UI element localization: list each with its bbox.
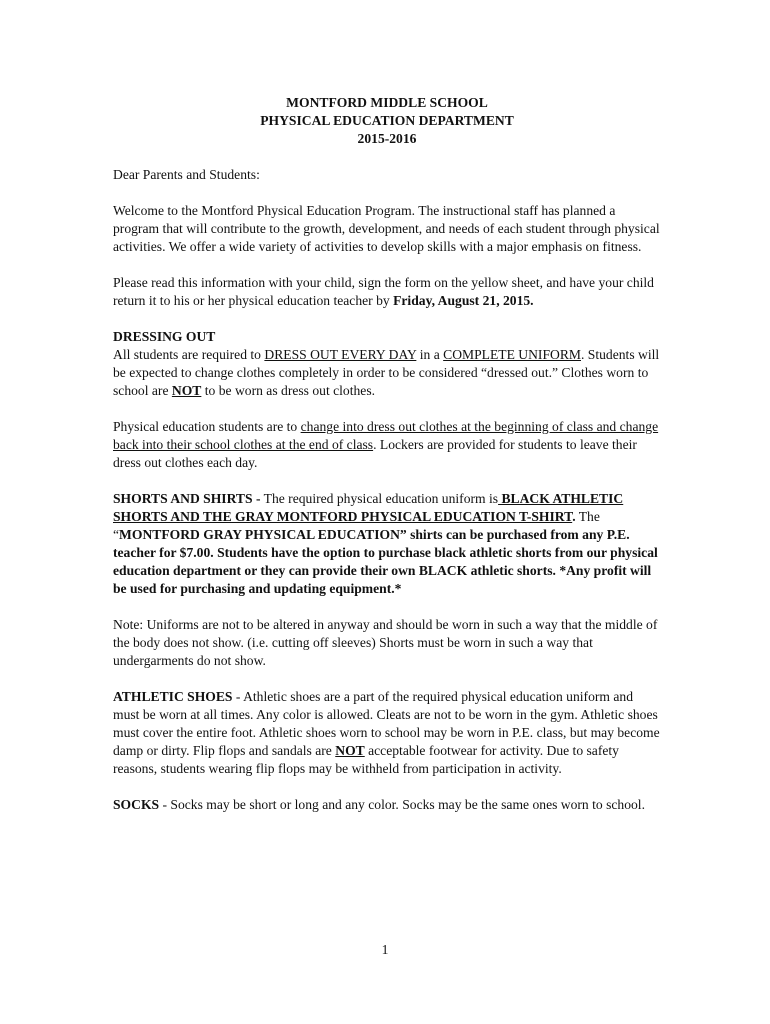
document-header (113, 94, 661, 148)
uniform-period: . (572, 509, 576, 524)
salutation: Dear Parents and Students: (113, 167, 260, 182)
change-clothes-underlined: change into dress out clothes at the beginning of class and change back into their school clothes at the end of class (113, 419, 659, 452)
page-number: 1 (381, 942, 389, 957)
dressing-out-text-b: in a (416, 347, 444, 362)
school-year: 2015-2016 (357, 131, 417, 146)
department-name: PHYSICAL EDUCATION DEPARTMENT (260, 113, 514, 128)
athletic-shoes-text-a: - Athletic shoes are a part of the required physical education uniform and must be worn at all times. Any color is allowed. Cleats are not to be worn in the gym. Athletic shoes must cover the entire foot. Athletic shoes worn to school may be worn in P.E. class, but may become damp or dirty. Flip flops and sandals are (113, 689, 660, 758)
shorts-shirts-text-b: The “ (113, 509, 600, 542)
uniform-note: Note: Uniforms are not to be altered in anyway and should be worn in such a way that the middle of the body does not show. (i.e. cutting off sleeves) Shorts must be worn in such a way that undergarments do not show. (113, 617, 658, 668)
not-emphasis: NOT (171, 383, 202, 398)
dressing-out-text-a: All students are required to (113, 347, 265, 362)
document-content (113, 94, 661, 814)
shorts-shirts-paragraph (113, 490, 661, 598)
socks-paragraph (113, 796, 661, 814)
read-info-text: Please read this information with your child, sign the form on the yellow sheet, and have your child return it to his or her physical education teacher by (113, 275, 654, 308)
athletic-shoes-heading: ATHLETIC SHOES (113, 689, 233, 704)
shorts-shirts-text-a: The required physical education uniform is (260, 491, 499, 506)
dressing-out-text-d: to be worn as dress out clothes. (201, 383, 376, 398)
dress-out-every-day: DRESS OUT EVERY DAY (264, 347, 417, 362)
uniform-description: BLACK ATHLETIC SHORTS AND THE GRAY MONTFORD PHYSICAL EDUCATION T-SHIRT (113, 491, 624, 524)
socks-heading: SOCKS (113, 797, 160, 812)
athletic-shoes-paragraph (113, 688, 661, 778)
change-clothes-text-a: Physical education students are to (113, 419, 301, 434)
dressing-out-paragraph (113, 328, 661, 400)
athletic-shoes-text-b: acceptable footwear for activity. Due to safety reasons, students wearing flip flops may be withheld from participation in activity. (113, 743, 619, 776)
read-info-paragraph (113, 274, 661, 310)
shirt-purchase-info: MONTFORD GRAY PHYSICAL EDUCATION” shirts can be purchased from any P.E. teacher for $7.00. Students have the option to purchase black athletic shorts from our physical education department or they can provide their own BLACK athletic shorts. *Any profit will be used for purchasing and updating equipment.* (113, 527, 658, 596)
change-clothes-paragraph (113, 418, 661, 472)
shorts-shirts-heading: SHORTS AND SHIRTS - (113, 491, 261, 506)
deadline-date: Friday, August 21, 2015. (393, 293, 534, 308)
dressing-out-text-c: . Students will be expected to change clothes completely in order to be considered “dressed out.” Clothes worn to school are (113, 347, 660, 398)
school-name: MONTFORD MIDDLE SCHOOL (286, 95, 488, 110)
shoes-not-emphasis: NOT (335, 743, 365, 758)
dressing-out-heading: DRESSING OUT (113, 329, 216, 344)
complete-uniform: COMPLETE UNIFORM (443, 347, 581, 362)
socks-text: - Socks may be short or long and any color. Socks may be the same ones worn to school. (159, 797, 645, 812)
change-clothes-text-b: . Lockers are provided for students to leave their dress out clothes each day. (113, 437, 637, 470)
welcome-paragraph: Welcome to the Montford Physical Education Program. The instructional staff has planned a program that will contribute to the growth, development, and needs of each student through physical activities. We offer a wide variety of activities to develop skills with a major emphasis on fitness. (113, 203, 660, 254)
